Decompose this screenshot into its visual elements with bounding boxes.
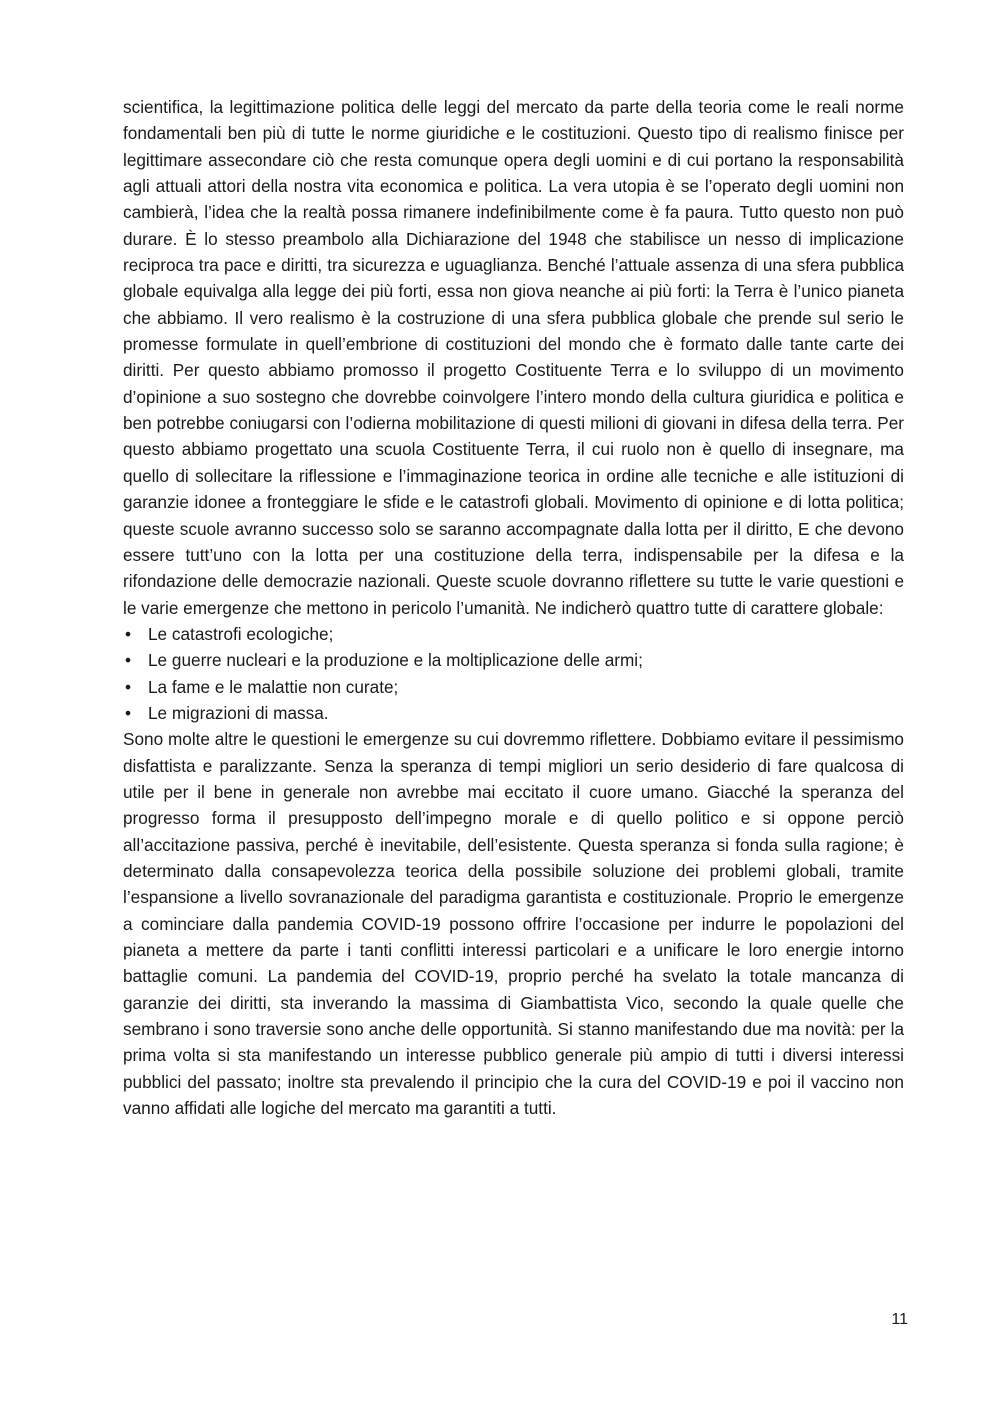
list-item <box>123 700 904 726</box>
page-number: 11 <box>891 1311 908 1328</box>
bullet-icon: • <box>125 702 132 723</box>
bullet-icon: • <box>125 650 132 671</box>
paragraph-1: scientifica, la legittimazione politica delle leggi del mercato da parte della teoria come le reali norme fondamentali ben più di tutte le norme giuridiche e le costituzioni. Questo tipo di realismo finisce per legittimare assecondare ciò che resta comunque opera degli uomini e di cui portano la responsabilità agli attuali attori della nostra vita economica e politica. La vera utopia è se l’operato degli uomini non cambierà, l’idea che la realtà possa rimanere indefinibilmente come è fa paura. Tutto questo non può durare. È lo stesso preambolo alla Dichiarazione del 1948 che stabilisce un nesso di implicazione reciproca tra pace e diritti, tra sicurezza e uguaglianza. Benché l’attuale assenza di una sfera pubblica globale equivalga alla legge dei più forti, essa non giova neanche ai più forti: la Terra è l’unico pianeta che abbiamo. Il vero realismo è la costruzione di una sfera pubblica globale che prende sul serio le promesse formulate in quell’embrione di costituzioni del mondo che è formato dalle tante carte dei diritti. Per questo abbiamo promosso il progetto Costituente Terra e lo sviluppo di un movimento d’opinione a suo sostegno che dovrebbe coinvolgere l’intero mondo della cultura giuridica e politica e ben potrebbe coniugarsi con l’odierna mobilitazione di questi milioni di giovani in difesa della terra. Per questo abbiamo progettato una scuola Costituente Terra, il cui ruolo non è quello di insegnare, ma quello di sollecitare la riflessione e l’immaginazione teorica in ordine alle tecniche e alle istituzioni di garanzie idonee a fronteggiare le sfide e le catastrofi globali. Movimento di opinione e di lotta politica; queste scuole avranno successo solo se saranno accompagnate dalla lotta per il diritto, E che devono essere tutt’uno con la lotta per una costituzione della terra, indispensabile per la difesa e la rifondazione delle democrazie nazionali. Queste scuole dovranno riflettere su tutte le varie questioni e le varie emergenze che mettono in pericolo l’umanità. Ne indicherò quattro tutte di carattere globale: <box>123 97 904 618</box>
bullet-text: Le catastrofi ecologiche; <box>148 623 334 644</box>
list-item <box>123 674 904 700</box>
bullet-list <box>123 621 904 726</box>
bullet-text: Le migrazioni di massa. <box>148 702 329 723</box>
bullet-text: Le guerre nucleari e la produzione e la moltiplicazione delle armi; <box>148 650 643 671</box>
body-text <box>123 94 904 1121</box>
bullet-icon: • <box>125 676 132 697</box>
list-item <box>123 621 904 647</box>
bullet-icon: • <box>125 623 132 644</box>
paragraph-2: Sono molte altre le questioni le emergenze su cui dovremmo riflettere. Dobbiamo evitare il pessimismo disfattista e paralizzante. Senza la speranza di tempi migliori un serio desiderio di fare qualcosa di utile per il bene in generale non avrebbe mai eccitato il cuore umano. Giacché la speranza del progresso forma il presupposto dell’impegno morale e di quello politico e si oppone perciò all’accitazione passiva, perché è inevitabile, dell’esistente. Questa speranza si fonda sulla ragione; è determinato dalla consapevolezza teorica della possibile soluzione dei problemi globali, tramite l’espansione a livello sovranazionale del paradigma garantista e costituzionale. Proprio le emergenze a cominciare dalla pandemia COVID-19 possono offrire l’occasione per indurre le popolazioni del pianeta a mettere da parte i tanti conflitti interessi particolari e a unificare le loro energie intorno battaglie comuni. La pandemia del COVID-19, proprio perché ha svelato la totale mancanza di garanzie dei diritti, sta inverando la massima di Giambattista Vico, secondo la quale quelle che sembrano i sono traversie sono anche delle opportunità. Si stanno manifestando due ma novità: per la prima volta si sta manifestando un interesse pubblico generale più ampio di tutti i diversi interessi pubblici del passato; inoltre sta prevalendo il principio che la cura del COVID-19 e poi il vaccino non vanno affidati alle logiche del mercato ma garantiti a tutti. <box>123 729 904 1119</box>
bullet-text: La fame e le malattie non curate; <box>148 676 399 697</box>
list-item <box>123 647 904 673</box>
